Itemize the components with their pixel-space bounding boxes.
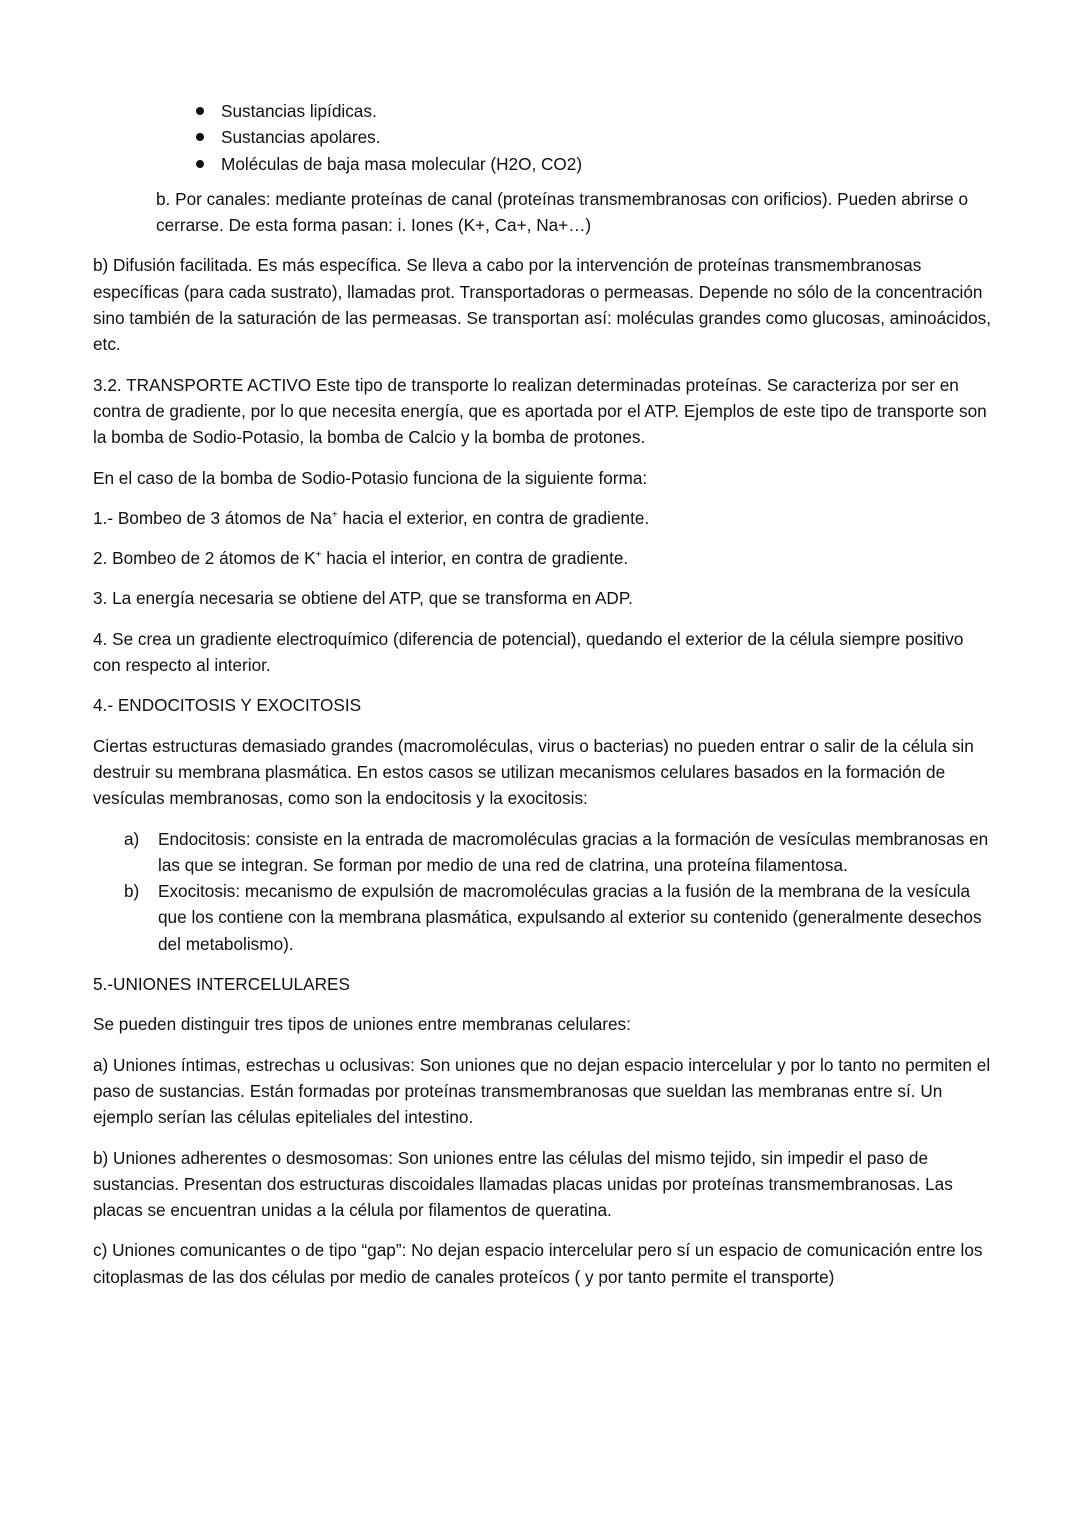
difusion-facilitada-paragraph: b) Difusión facilitada. Es más específica. Se lleva a cabo por la intervención de proteínas transmembranosas específicas (para cada sustrato), llamadas prot. Transportadoras o permeasas. Depende no sólo de la concentración sino también de la saturación de las permeasas. Se transportan así: moléculas grandes como glucosas, aminoácidos, etc. bbox=[93, 255, 992, 355]
uniones-b-paragraph: b) Uniones adherentes o desmosomas: Son uniones entre las células del mismo tejido, sin impedir el paso de sustancias. Presentan dos estructuras discoidales llamadas placas unidas por proteínas transmembranosas. Las placas se encuentran unidas a la célula por filamentos de queratina. bbox=[93, 1147, 953, 1221]
step-2: 2. Bombeo de 2 átomos de K+ hacia el interior, en contra de gradiente. bbox=[93, 548, 629, 569]
endocitosis-intro: Ciertas estructuras demasiado grandes (macromoléculas, virus o bacterias) no pueden entrar o salir de la célula sin destruir su membrana plasmática. En estos casos se utilizan mecanismos celulares basados en la formación de vesículas membranosas, como son la endocitosis y la exocitosis: bbox=[93, 735, 974, 809]
uniones-intro: Se pueden distinguir tres tipos de uniones entre membranas celulares: bbox=[93, 1014, 631, 1035]
list-item: Sustancias apolares. bbox=[93, 124, 993, 150]
bullet-icon bbox=[196, 133, 204, 141]
bomba-intro: En el caso de la bomba de Sodio-Potasio funciona de la siguiente forma: bbox=[93, 467, 648, 488]
document-page bbox=[93, 98, 993, 1290]
list-item: a) Endocitosis: consiste en la entrada de macromoléculas gracias a la formación de vesículas membranosas en las que se integran. Se forman por medio de una red de clatrina, una proteína filamentosa. bbox=[124, 828, 989, 875]
transporte-activo-paragraph: 3.2. TRANSPORTE ACTIVO Este tipo de transporte lo realizan determinadas proteínas. Se caracteriza por ser en contra de gradiente, por lo que necesita energía, que es aportada por el ATP. Ejemplos de este tipo de transporte son la bomba de Sodio-Potasio, la bomba de Calcio y la bomba de protones. bbox=[93, 374, 987, 448]
step-4: 4. Se crea un gradiente electroquímico (diferencia de potencial), quedando el exterior de la célula siempre positivo con respecto al interior. bbox=[93, 628, 964, 676]
bullet-icon bbox=[196, 160, 204, 168]
list-item: b) Exocitosis: mecanismo de expulsión de macromoléculas gracias a la fusión de la membrana de la vesícula que los contiene con la membrana plasmática, expulsando al exterior su contenido (generalmente desechos del metabolismo). bbox=[124, 881, 982, 954]
step-1: 1.- Bombeo de 3 átomos de Na+ hacia el exterior, en contra de gradiente. bbox=[93, 507, 650, 528]
section-heading-endocitosis: 4.- ENDOCITOSIS Y EXOCITOSIS bbox=[93, 695, 362, 716]
canales-paragraph: b. Por canales: mediante proteínas de canal (proteínas transmembranosas con orificios). Pueden abrirse o cerrarse. De esta forma pasan: i. Iones (K+, Ca+, Na+…) bbox=[156, 188, 969, 236]
section-heading-uniones: 5.-UNIONES INTERCELULARES bbox=[93, 974, 350, 995]
step-3: 3. La energía necesaria se obtiene del ATP, que se transforma en ADP. bbox=[93, 588, 633, 609]
uniones-a-paragraph: a) Uniones íntimas, estrechas u oclusivas: Son uniones que no dejan espacio intercelular y por lo tanto no permiten el paso de sustancias. Están formadas por proteínas transmembranosas que sueldan las membranas entre sí. Un ejemplo serían las células epiteliales del intestino. bbox=[93, 1054, 991, 1128]
bullet-list bbox=[93, 98, 993, 177]
list-item: Moléculas de baja masa molecular (H2O, CO2) bbox=[93, 151, 993, 177]
endocitosis-list bbox=[93, 826, 993, 957]
uniones-c-paragraph: c) Uniones comunicantes o de tipo “gap”: No dejan espacio intercelular pero sí un espacio de comunicación entre los citoplasmas de las dos células por medio de canales proteícos ( y por tanto permite el transporte) bbox=[93, 1240, 983, 1287]
list-item: Sustancias lipídicas. bbox=[93, 98, 993, 124]
bullet-icon bbox=[196, 107, 204, 115]
